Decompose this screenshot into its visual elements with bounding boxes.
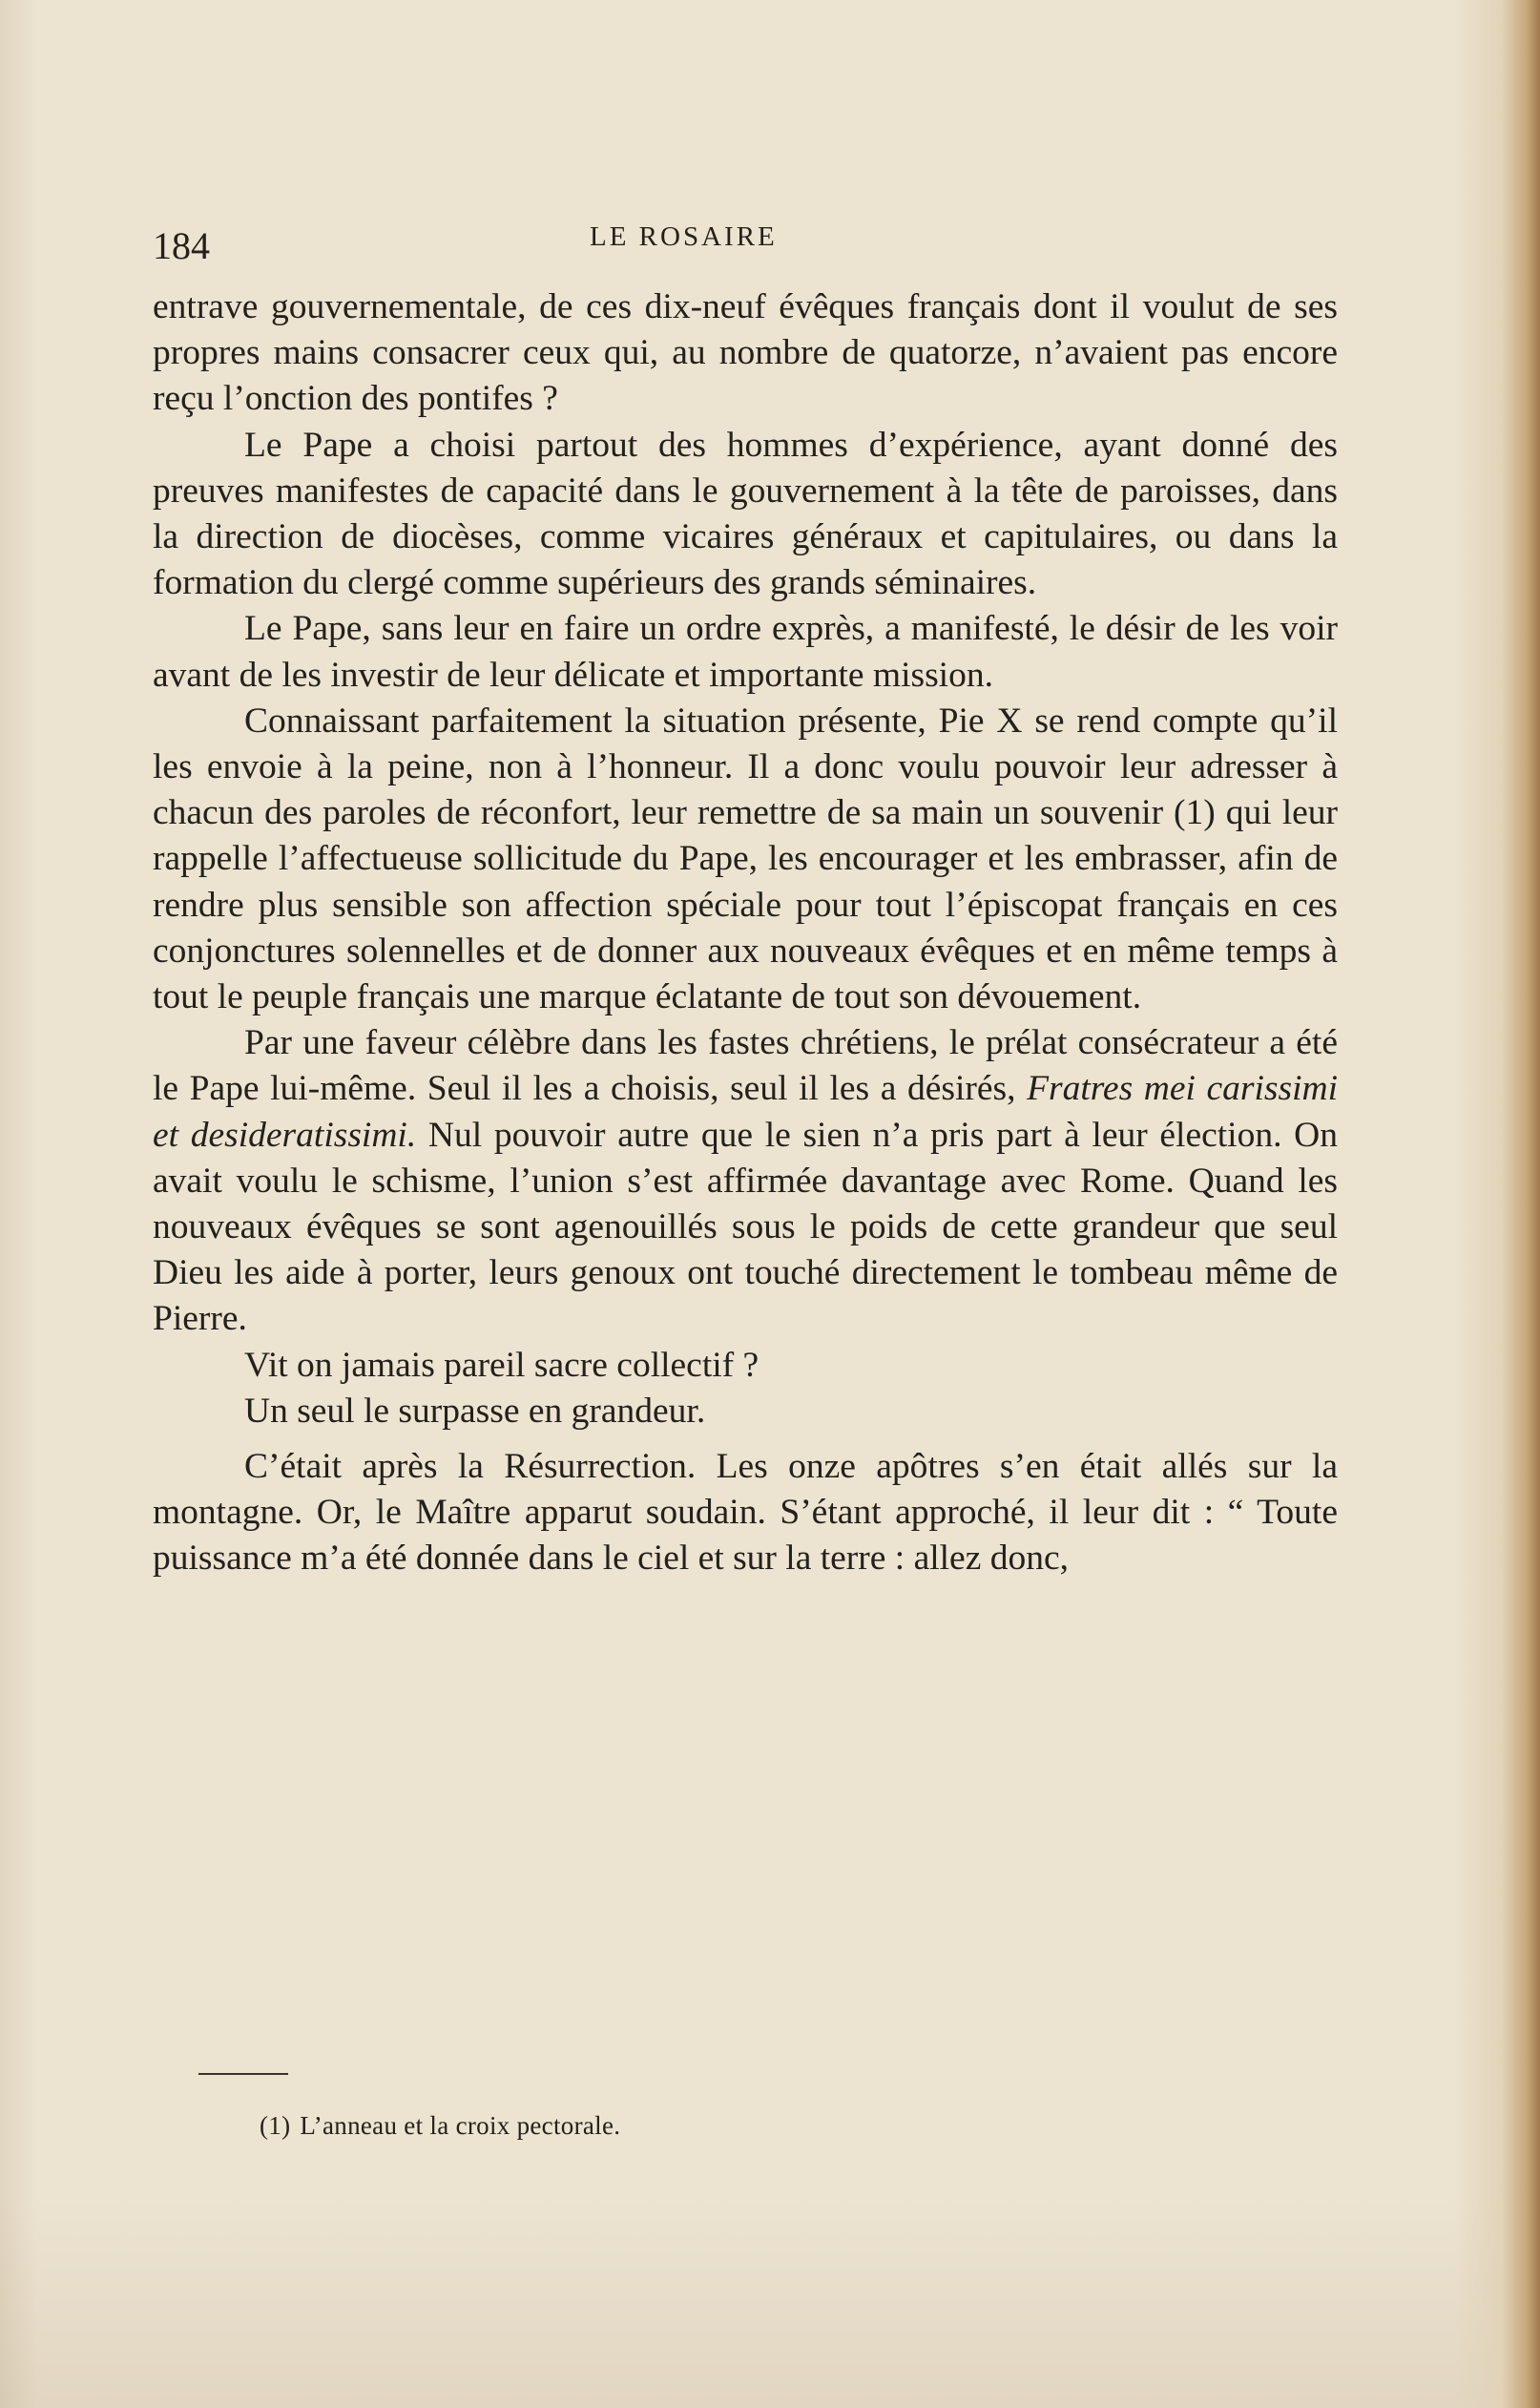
paragraph (153, 1020, 1338, 1342)
footnote-text: L’anneau et la croix pectorale. (300, 2111, 621, 2140)
paragraph-text: Par une faveur célèbre dans les fastes chrétiens, le prélat consécrateur a été le Pape lui-même. Seul il les a choisis, seul il les a désirés, (153, 1023, 1338, 1109)
paragraph: Le Pape, sans leur en faire un ordre exprès, a manifesté, le désir de les voir avant de les investir de leur délicate et importante mission. (153, 609, 1338, 695)
body-text (153, 284, 1338, 1582)
paragraph-text: Nul pouvoir autre que le sien n’a pris part à leur élection. On avait voulu le schisme, l’union s’est affirmée davantage avec Rome. Quand les nouveaux évêques se sont agenouillés sous le poids de cette grandeur que seul Dieu les aide à porter, leurs genoux ont touché directement le tombeau même de Pierre. (153, 1115, 1338, 1339)
paragraph: Un seul le surpasse en grandeur. (244, 1391, 706, 1431)
page-number: 184 (153, 224, 210, 267)
footnote (260, 2111, 620, 2141)
paragraph: Vit on jamais pareil sacre collectif ? (244, 1345, 760, 1385)
running-title: LE ROSAIRE (590, 221, 778, 252)
paragraph: Le Pape a choisi partout des hommes d’expérience, ayant donné des preuves manifestes de capacité dans le gouvernement à la tête de paroisses, dans la direction de diocèses, comme vicaires généraux et capitulaires, ou dans la formation du clergé comme supérieurs des grands séminaires. (153, 425, 1338, 603)
footnote-rule (198, 2073, 288, 2075)
latin-quote: Fratres mei carissimi et desideratissimi. (153, 1069, 1339, 1155)
paragraph: entrave gouvernementale, de ces dix-neuf évêques français dont il voulut de ses propres mains consacrer ceux qui, au nombre de quatorze, n’avaient pas encore reçu l’onction des pontifes ? (153, 287, 1338, 419)
paragraph: Connaissant parfaitement la situation présente, Pie X se rend compte qu’il les envoie à la peine, non à l’honneur. Il a donc voulu pouvoir leur adresser à chacun des paroles de réconfort, leur remettre de sa main un souvenir (1) qui leur rappelle l’affectueuse sollicitude du Pape, les encourager et les embrasser, afin de rendre plus sensible son affection spéciale pour tout l’épiscopat français en ces conjonctures solennelles et de donner aux nouveaux évêques et en même temps à tout le peuple français une marque éclatante de tout son dévouement. (153, 701, 1338, 1017)
footnote-marker: (1) (260, 2111, 291, 2140)
running-head (153, 218, 1345, 275)
paragraph: C’était après la Résurrection. Les onze apôtres s’en était allés sur la montagne. Or, le Maître apparut soudain. S’étant approché, il leur dit : “ Toute puissance m’a été donnée dans le ciel et sur la terre : allez donc, (153, 1447, 1338, 1579)
